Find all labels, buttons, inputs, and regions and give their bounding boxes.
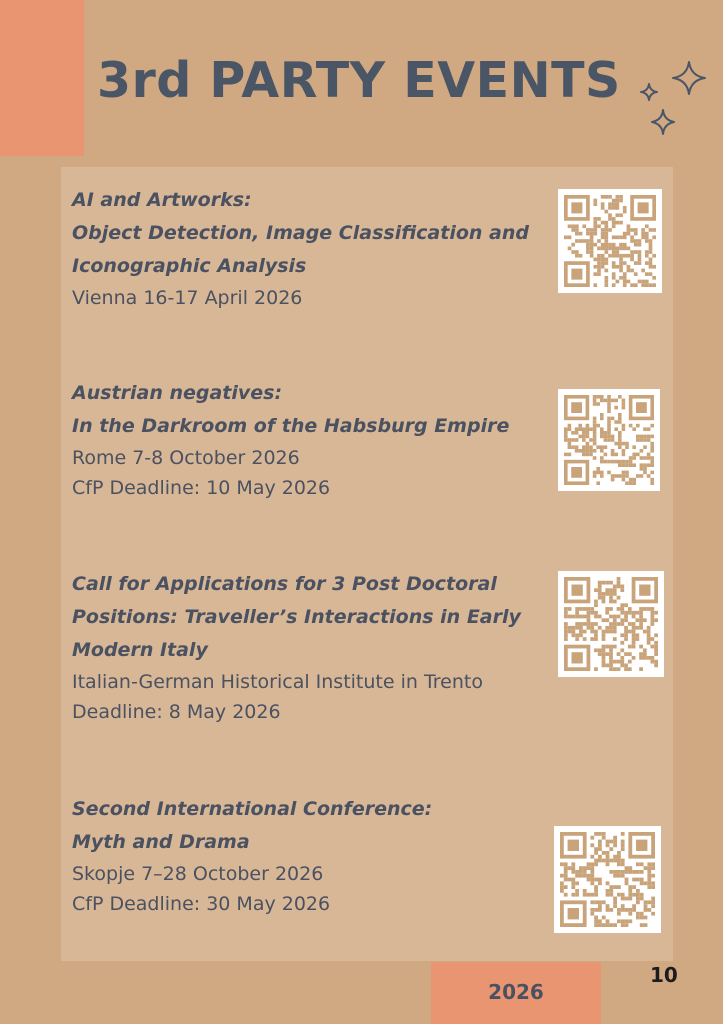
qr-code-icon[interactable]: [558, 189, 662, 293]
event-detail: CfP Deadline: 30 May 2026: [72, 893, 331, 915]
event-title-line: Positions: Traveller’s Interactions in Early: [72, 606, 521, 628]
qr-code-icon[interactable]: [558, 571, 664, 677]
page-title: 3rd PARTY EVENTS: [97, 52, 621, 109]
event-detail: Deadline: 8 May 2026: [72, 701, 281, 723]
sparkles-icon: [636, 56, 710, 140]
year-label: 2026: [488, 980, 544, 1004]
event-title-line: Object Detection, Image Classification and: [72, 222, 529, 244]
year-badge: [431, 962, 601, 1024]
event-detail: CfP Deadline: 10 May 2026: [72, 477, 331, 499]
event-title-line: AI and Artworks:: [72, 189, 252, 211]
event-title-line: Iconographic Analysis: [72, 255, 307, 277]
event-title-line: Modern Italy: [72, 639, 208, 661]
corner-accent-block: [0, 0, 84, 156]
event-title-line: Myth and Drama: [72, 831, 250, 853]
event-detail: Skopje 7–28 October 2026: [72, 863, 324, 885]
event-detail: Vienna 16-17 April 2026: [72, 287, 303, 309]
event-postdoc-positions: [72, 568, 552, 727]
qr-code-icon[interactable]: [558, 389, 660, 491]
event-myth-drama: [72, 793, 552, 919]
event-title-line: Call for Applications for 3 Post Doctoral: [72, 573, 497, 595]
event-ai-artworks: [72, 184, 552, 313]
event-detail: Italian-German Historical Institute in Trento: [72, 671, 483, 693]
event-detail: Rome 7-8 October 2026: [72, 447, 300, 469]
page-number: 10: [650, 963, 678, 987]
event-title-line: Second International Conference:: [72, 798, 433, 820]
event-title-line: Austrian negatives:: [72, 382, 283, 404]
event-title-line: In the Darkroom of the Habsburg Empire: [72, 415, 510, 437]
event-austrian-negatives: [72, 377, 552, 503]
events-panel: [61, 167, 673, 961]
qr-code-icon[interactable]: [554, 826, 661, 933]
